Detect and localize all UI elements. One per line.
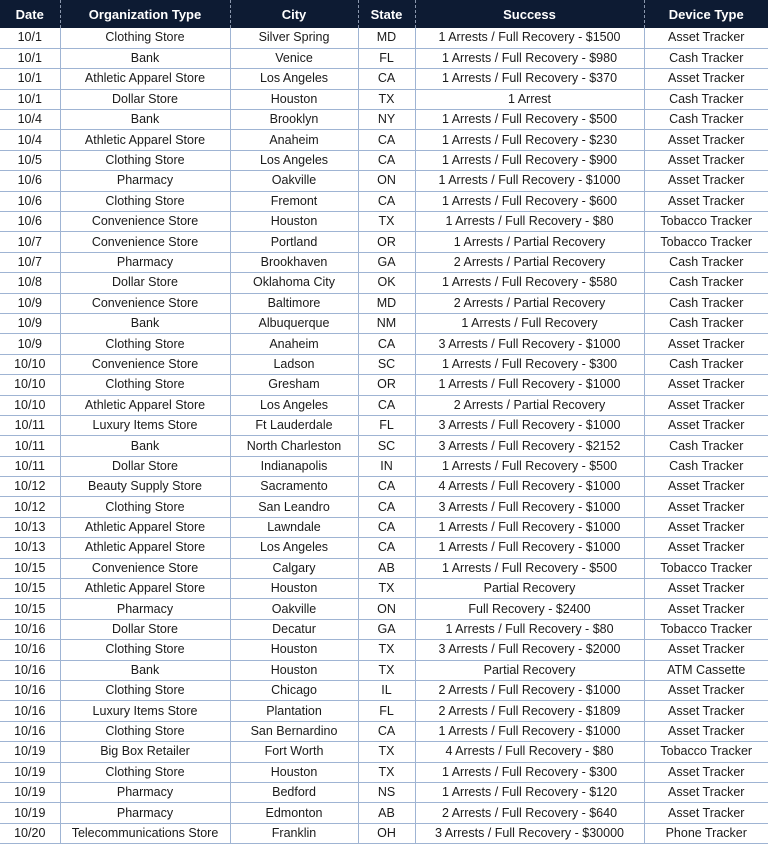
cell-state: NS (358, 782, 415, 802)
cell-device-type: Asset Tracker (644, 69, 768, 89)
cell-success: 1 Arrests / Full Recovery - $500 (415, 456, 644, 476)
cell-city: Los Angeles (230, 150, 358, 170)
cell-city: Franklin (230, 823, 358, 843)
cell-organization-type: Pharmacy (60, 252, 230, 272)
table-row (0, 660, 768, 680)
cell-state: CA (358, 517, 415, 537)
cell-date: 10/9 (0, 334, 60, 354)
cell-state: TX (358, 762, 415, 782)
cell-city: Oakville (230, 171, 358, 191)
cell-success: 2 Arrests / Full Recovery - $640 (415, 803, 644, 823)
cell-success: 1 Arrests / Full Recovery - $230 (415, 130, 644, 150)
table-row (0, 130, 768, 150)
cell-city: Decatur (230, 619, 358, 639)
table-body (0, 28, 768, 844)
cell-organization-type: Convenience Store (60, 212, 230, 232)
cell-device-type: Asset Tracker (644, 171, 768, 191)
cell-date: 10/19 (0, 762, 60, 782)
cell-state: ON (358, 599, 415, 619)
cell-city: Albuquerque (230, 313, 358, 333)
cell-date: 10/20 (0, 823, 60, 843)
cell-organization-type: Clothing Store (60, 375, 230, 395)
cell-success: 1 Arrests / Full Recovery - $1000 (415, 375, 644, 395)
cell-city: San Leandro (230, 497, 358, 517)
cell-device-type: Asset Tracker (644, 477, 768, 497)
cell-success: 1 Arrests / Full Recovery - $300 (415, 762, 644, 782)
cell-date: 10/11 (0, 456, 60, 476)
table-row (0, 742, 768, 762)
table-row (0, 395, 768, 415)
cell-state: TX (358, 660, 415, 680)
table-row (0, 293, 768, 313)
cell-state: FL (358, 48, 415, 68)
cell-organization-type: Convenience Store (60, 293, 230, 313)
cell-date: 10/16 (0, 619, 60, 639)
cell-state: FL (358, 415, 415, 435)
cell-state: CA (358, 395, 415, 415)
cell-city: Edmonton (230, 803, 358, 823)
table-row (0, 477, 768, 497)
cell-success: 1 Arrests / Full Recovery - $370 (415, 69, 644, 89)
cell-state: CA (358, 150, 415, 170)
cell-organization-type: Telecommunications Store (60, 823, 230, 843)
cell-state: CA (358, 497, 415, 517)
cell-organization-type: Pharmacy (60, 803, 230, 823)
table-row (0, 69, 768, 89)
cell-state: CA (358, 538, 415, 558)
cell-city: Brookhaven (230, 252, 358, 272)
table-row (0, 456, 768, 476)
cell-date: 10/15 (0, 599, 60, 619)
table-row (0, 803, 768, 823)
cell-date: 10/16 (0, 660, 60, 680)
cell-city: Anaheim (230, 130, 358, 150)
cell-state: OR (358, 375, 415, 395)
table-row (0, 334, 768, 354)
cell-state: NY (358, 110, 415, 130)
cell-success: Full Recovery - $2400 (415, 599, 644, 619)
table-row (0, 191, 768, 211)
cell-date: 10/6 (0, 171, 60, 191)
cell-city: Chicago (230, 681, 358, 701)
cell-date: 10/1 (0, 89, 60, 109)
cell-organization-type: Beauty Supply Store (60, 477, 230, 497)
cell-success: 1 Arrests / Full Recovery - $1000 (415, 171, 644, 191)
cell-city: Houston (230, 762, 358, 782)
table-row (0, 579, 768, 599)
cell-organization-type: Clothing Store (60, 762, 230, 782)
cell-city: Houston (230, 89, 358, 109)
cell-success: 1 Arrests / Partial Recovery (415, 232, 644, 252)
cell-device-type: Asset Tracker (644, 334, 768, 354)
cell-state: CA (358, 191, 415, 211)
cell-date: 10/15 (0, 579, 60, 599)
table-row (0, 497, 768, 517)
cell-success: 3 Arrests / Full Recovery - $2152 (415, 436, 644, 456)
cell-state: TX (358, 212, 415, 232)
cell-date: 10/13 (0, 538, 60, 558)
table-row (0, 558, 768, 578)
cell-device-type: ATM Cassette (644, 660, 768, 680)
cell-state: OH (358, 823, 415, 843)
cell-device-type: Tobacco Tracker (644, 742, 768, 762)
cell-organization-type: Clothing Store (60, 28, 230, 48)
cell-city: North Charleston (230, 436, 358, 456)
cell-organization-type: Clothing Store (60, 191, 230, 211)
cell-success: 1 Arrests / Full Recovery - $580 (415, 273, 644, 293)
cell-date: 10/1 (0, 69, 60, 89)
table-row (0, 375, 768, 395)
cell-success: 3 Arrests / Full Recovery - $2000 (415, 640, 644, 660)
cell-device-type: Asset Tracker (644, 599, 768, 619)
cell-organization-type: Athletic Apparel Store (60, 69, 230, 89)
cell-organization-type: Dollar Store (60, 456, 230, 476)
cell-organization-type: Clothing Store (60, 334, 230, 354)
cell-city: Anaheim (230, 334, 358, 354)
cell-device-type: Asset Tracker (644, 782, 768, 802)
cell-device-type: Asset Tracker (644, 497, 768, 517)
cell-date: 10/19 (0, 782, 60, 802)
cell-date: 10/11 (0, 415, 60, 435)
cell-device-type: Asset Tracker (644, 395, 768, 415)
table-row (0, 354, 768, 374)
cell-state: CA (358, 477, 415, 497)
cell-device-type: Asset Tracker (644, 701, 768, 721)
cell-state: TX (358, 579, 415, 599)
table-row (0, 681, 768, 701)
cell-date: 10/16 (0, 721, 60, 741)
cell-date: 10/6 (0, 212, 60, 232)
cell-city: Gresham (230, 375, 358, 395)
cell-organization-type: Pharmacy (60, 171, 230, 191)
cell-date: 10/11 (0, 436, 60, 456)
cell-organization-type: Athletic Apparel Store (60, 130, 230, 150)
cell-date: 10/5 (0, 150, 60, 170)
cell-city: Los Angeles (230, 69, 358, 89)
cell-device-type: Asset Tracker (644, 415, 768, 435)
cell-city: Bedford (230, 782, 358, 802)
cell-device-type: Tobacco Tracker (644, 212, 768, 232)
header-date: Date (0, 0, 60, 28)
cell-state: FL (358, 701, 415, 721)
cell-date: 10/15 (0, 558, 60, 578)
cell-organization-type: Convenience Store (60, 558, 230, 578)
cell-device-type: Cash Tracker (644, 89, 768, 109)
cell-success: 1 Arrests / Full Recovery - $80 (415, 619, 644, 639)
cell-state: CA (358, 69, 415, 89)
header-success: Success (415, 0, 644, 28)
cell-device-type: Cash Tracker (644, 354, 768, 374)
cell-city: Plantation (230, 701, 358, 721)
cell-city: Los Angeles (230, 538, 358, 558)
table-row (0, 599, 768, 619)
cell-state: GA (358, 252, 415, 272)
cell-city: Houston (230, 212, 358, 232)
cell-device-type: Tobacco Tracker (644, 619, 768, 639)
cell-success: 4 Arrests / Full Recovery - $1000 (415, 477, 644, 497)
cell-success: 3 Arrests / Full Recovery - $1000 (415, 415, 644, 435)
cell-city: Calgary (230, 558, 358, 578)
header-device-type: Device Type (644, 0, 768, 28)
cell-date: 10/4 (0, 110, 60, 130)
cell-organization-type: Dollar Store (60, 619, 230, 639)
table-row (0, 171, 768, 191)
cell-state: MD (358, 293, 415, 313)
header-state: State (358, 0, 415, 28)
cell-success: 2 Arrests / Partial Recovery (415, 252, 644, 272)
cell-date: 10/16 (0, 640, 60, 660)
cell-date: 10/4 (0, 130, 60, 150)
cell-city: Oklahoma City (230, 273, 358, 293)
cell-state: IL (358, 681, 415, 701)
cell-date: 10/9 (0, 293, 60, 313)
cell-organization-type: Bank (60, 436, 230, 456)
cell-organization-type: Athletic Apparel Store (60, 538, 230, 558)
header-city: City (230, 0, 358, 28)
cell-state: TX (358, 89, 415, 109)
cell-state: GA (358, 619, 415, 639)
cell-success: 1 Arrests / Full Recovery - $1000 (415, 538, 644, 558)
cell-city: Baltimore (230, 293, 358, 313)
cell-device-type: Cash Tracker (644, 252, 768, 272)
cell-device-type: Asset Tracker (644, 579, 768, 599)
table-row (0, 517, 768, 537)
cell-date: 10/1 (0, 28, 60, 48)
cell-success: 3 Arrests / Full Recovery - $1000 (415, 497, 644, 517)
cell-organization-type: Bank (60, 48, 230, 68)
cell-organization-type: Clothing Store (60, 681, 230, 701)
cell-organization-type: Athletic Apparel Store (60, 517, 230, 537)
header-row (0, 0, 768, 28)
cell-state: AB (358, 558, 415, 578)
cell-device-type: Asset Tracker (644, 721, 768, 741)
cell-city: Silver Spring (230, 28, 358, 48)
cell-state: OK (358, 273, 415, 293)
cell-device-type: Tobacco Tracker (644, 232, 768, 252)
cell-device-type: Cash Tracker (644, 313, 768, 333)
cell-organization-type: Convenience Store (60, 354, 230, 374)
table-row (0, 762, 768, 782)
table-row (0, 252, 768, 272)
cell-date: 10/10 (0, 375, 60, 395)
cell-city: Ladson (230, 354, 358, 374)
cell-city: Houston (230, 579, 358, 599)
cell-state: NM (358, 313, 415, 333)
cell-organization-type: Big Box Retailer (60, 742, 230, 762)
cell-success: 2 Arrests / Partial Recovery (415, 293, 644, 313)
cell-organization-type: Dollar Store (60, 89, 230, 109)
cell-date: 10/13 (0, 517, 60, 537)
cell-success: Partial Recovery (415, 579, 644, 599)
table-row (0, 619, 768, 639)
cell-success: 1 Arrests / Full Recovery - $1000 (415, 517, 644, 537)
cell-organization-type: Bank (60, 110, 230, 130)
cell-success: 1 Arrests / Full Recovery - $900 (415, 150, 644, 170)
cell-state: CA (358, 130, 415, 150)
table-row (0, 415, 768, 435)
cell-success: 1 Arrests / Full Recovery - $80 (415, 212, 644, 232)
cell-organization-type: Athletic Apparel Store (60, 579, 230, 599)
table-row (0, 212, 768, 232)
cell-success: 1 Arrests / Full Recovery - $500 (415, 110, 644, 130)
cell-city: Portland (230, 232, 358, 252)
cell-device-type: Asset Tracker (644, 191, 768, 211)
cell-device-type: Cash Tracker (644, 110, 768, 130)
cell-state: TX (358, 742, 415, 762)
cell-date: 10/1 (0, 48, 60, 68)
cell-success: 2 Arrests / Partial Recovery (415, 395, 644, 415)
cell-device-type: Asset Tracker (644, 538, 768, 558)
header-organization-type: Organization Type (60, 0, 230, 28)
cell-city: Lawndale (230, 517, 358, 537)
cell-success: 1 Arrests / Full Recovery - $980 (415, 48, 644, 68)
cell-city: Houston (230, 640, 358, 660)
cell-city: Fremont (230, 191, 358, 211)
cell-date: 10/10 (0, 354, 60, 374)
cell-city: Los Angeles (230, 395, 358, 415)
table-row (0, 640, 768, 660)
table-row (0, 721, 768, 741)
cell-date: 10/16 (0, 681, 60, 701)
cell-organization-type: Pharmacy (60, 599, 230, 619)
cell-success: 1 Arrests / Full Recovery - $120 (415, 782, 644, 802)
cell-success: 2 Arrests / Full Recovery - $1809 (415, 701, 644, 721)
cell-organization-type: Clothing Store (60, 721, 230, 741)
table-row (0, 28, 768, 48)
cell-state: ON (358, 171, 415, 191)
cell-device-type: Asset Tracker (644, 681, 768, 701)
cell-device-type: Asset Tracker (644, 762, 768, 782)
table-row (0, 782, 768, 802)
cell-city: Brooklyn (230, 110, 358, 130)
cell-organization-type: Bank (60, 660, 230, 680)
cell-success: 1 Arrests / Full Recovery - $300 (415, 354, 644, 374)
cell-city: Sacramento (230, 477, 358, 497)
cell-success: 1 Arrests / Full Recovery - $600 (415, 191, 644, 211)
table-row (0, 232, 768, 252)
table-header (0, 0, 768, 28)
cell-device-type: Cash Tracker (644, 273, 768, 293)
cell-date: 10/10 (0, 395, 60, 415)
cell-device-type: Cash Tracker (644, 456, 768, 476)
cell-date: 10/7 (0, 232, 60, 252)
cell-state: CA (358, 721, 415, 741)
cell-organization-type: Convenience Store (60, 232, 230, 252)
table-row (0, 313, 768, 333)
cell-success: 2 Arrests / Full Recovery - $1000 (415, 681, 644, 701)
cell-organization-type: Clothing Store (60, 497, 230, 517)
cell-organization-type: Clothing Store (60, 640, 230, 660)
cell-date: 10/16 (0, 701, 60, 721)
cell-success: 3 Arrests / Full Recovery - $1000 (415, 334, 644, 354)
table-row (0, 89, 768, 109)
cell-device-type: Asset Tracker (644, 130, 768, 150)
cell-organization-type: Bank (60, 313, 230, 333)
cell-device-type: Phone Tracker (644, 823, 768, 843)
cell-date: 10/8 (0, 273, 60, 293)
cell-city: Ft Lauderdale (230, 415, 358, 435)
cell-success: 1 Arrest (415, 89, 644, 109)
table-row (0, 538, 768, 558)
cell-date: 10/6 (0, 191, 60, 211)
cell-device-type: Asset Tracker (644, 375, 768, 395)
cell-success: 1 Arrests / Full Recovery (415, 313, 644, 333)
cell-device-type: Asset Tracker (644, 517, 768, 537)
cell-device-type: Asset Tracker (644, 640, 768, 660)
cell-device-type: Asset Tracker (644, 150, 768, 170)
cell-organization-type: Luxury Items Store (60, 415, 230, 435)
cell-success: 3 Arrests / Full Recovery - $30000 (415, 823, 644, 843)
cell-device-type: Tobacco Tracker (644, 558, 768, 578)
cell-city: Houston (230, 660, 358, 680)
cell-city: San Bernardino (230, 721, 358, 741)
cell-organization-type: Luxury Items Store (60, 701, 230, 721)
cell-city: Indianapolis (230, 456, 358, 476)
cell-state: MD (358, 28, 415, 48)
cell-date: 10/19 (0, 742, 60, 762)
cell-state: IN (358, 456, 415, 476)
cell-organization-type: Clothing Store (60, 150, 230, 170)
cell-state: SC (358, 354, 415, 374)
cell-state: SC (358, 436, 415, 456)
cell-city: Venice (230, 48, 358, 68)
cell-device-type: Asset Tracker (644, 803, 768, 823)
cell-organization-type: Athletic Apparel Store (60, 395, 230, 415)
cell-state: AB (358, 803, 415, 823)
cell-date: 10/7 (0, 252, 60, 272)
cell-success: 1 Arrests / Full Recovery - $500 (415, 558, 644, 578)
cell-state: OR (358, 232, 415, 252)
cell-state: CA (358, 334, 415, 354)
table-row (0, 150, 768, 170)
cell-date: 10/12 (0, 477, 60, 497)
cell-device-type: Asset Tracker (644, 28, 768, 48)
table-row (0, 48, 768, 68)
cell-success: Partial Recovery (415, 660, 644, 680)
table-row (0, 701, 768, 721)
table-row (0, 436, 768, 456)
cell-date: 10/19 (0, 803, 60, 823)
cell-date: 10/9 (0, 313, 60, 333)
cell-success: 4 Arrests / Full Recovery - $80 (415, 742, 644, 762)
cell-device-type: Cash Tracker (644, 293, 768, 313)
cell-city: Fort Worth (230, 742, 358, 762)
cell-city: Oakville (230, 599, 358, 619)
cell-state: TX (358, 640, 415, 660)
table-row (0, 110, 768, 130)
table-row (0, 273, 768, 293)
cell-success: 1 Arrests / Full Recovery - $1500 (415, 28, 644, 48)
cell-device-type: Cash Tracker (644, 48, 768, 68)
cell-organization-type: Dollar Store (60, 273, 230, 293)
cell-device-type: Cash Tracker (644, 436, 768, 456)
cell-success: 1 Arrests / Full Recovery - $1000 (415, 721, 644, 741)
cell-date: 10/12 (0, 497, 60, 517)
cell-organization-type: Pharmacy (60, 782, 230, 802)
